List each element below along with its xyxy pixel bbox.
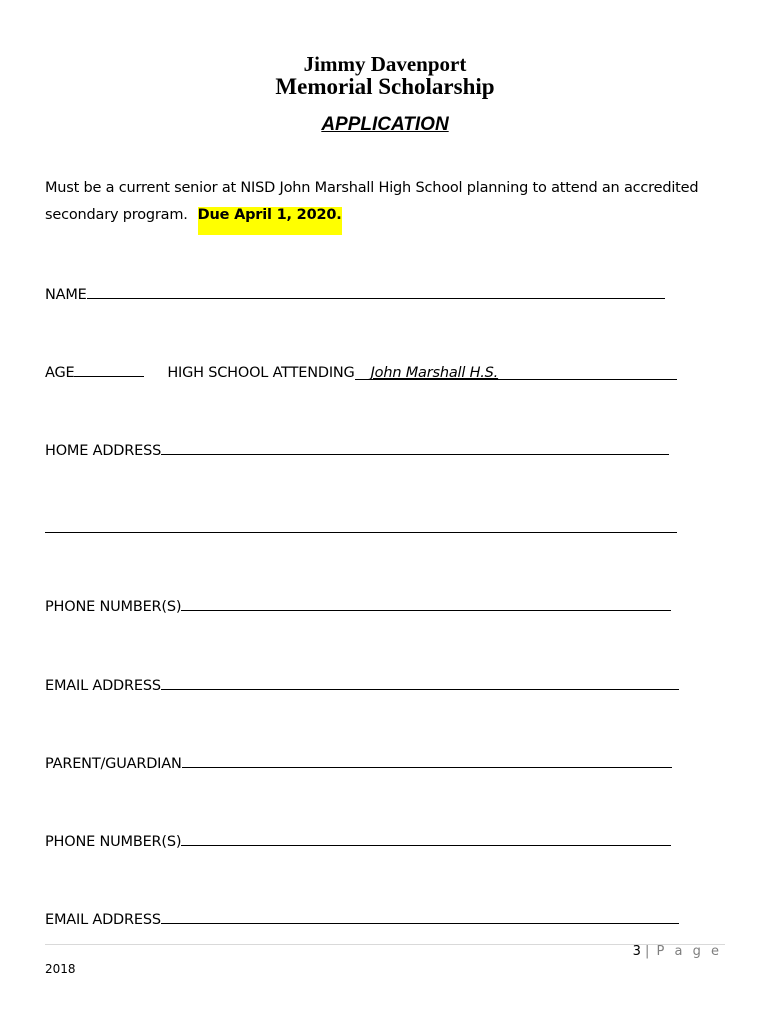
page-number (633, 944, 722, 959)
home-address-blank-2[interactable] (45, 518, 677, 533)
parent-guardian-field (45, 753, 672, 772)
email-blank-2[interactable] (161, 909, 679, 924)
email-label-1: EMAIL ADDRESS (45, 678, 161, 694)
title-application: APPLICATION (321, 114, 449, 135)
phone-blank-2[interactable] (181, 831, 671, 846)
email-field-2 (45, 909, 679, 928)
phone-field-1 (45, 596, 671, 615)
page-label: P a g e (656, 944, 722, 959)
name-field (45, 284, 665, 303)
due-date-period: . (336, 207, 342, 223)
due-date-highlight (198, 207, 342, 235)
footer-year: 2018 (45, 962, 76, 976)
name-blank[interactable] (87, 284, 665, 299)
high-school-blank[interactable] (355, 365, 677, 380)
age-blank[interactable] (74, 362, 144, 377)
eligibility-text-line1: Must be a current senior at NISD John Marshall High School planning to attend an accredited (45, 180, 699, 196)
home-address-line2 (45, 518, 677, 537)
home-address-label: HOME ADDRESS (45, 443, 162, 459)
home-address-blank[interactable] (161, 440, 669, 455)
page-separator: | (645, 944, 653, 959)
email-field-1 (45, 675, 679, 694)
name-label: NAME (45, 287, 87, 303)
email-blank-1[interactable] (161, 675, 679, 690)
high-school-value: John Marshall H.S. (370, 365, 499, 381)
high-school-label: HIGH SCHOOL ATTENDING (167, 365, 355, 381)
parent-guardian-blank[interactable] (182, 753, 672, 768)
page-number-value: 3 (632, 944, 641, 959)
title-name: Jimmy Davenport (303, 52, 467, 76)
phone-field-2 (45, 831, 671, 850)
parent-guardian-label: PARENT/GUARDIAN (45, 756, 182, 772)
age-school-row (45, 362, 677, 381)
email-label-2: EMAIL ADDRESS (45, 912, 161, 928)
phone-label-2: PHONE NUMBER(S) (45, 834, 182, 850)
phone-label-1: PHONE NUMBER(S) (45, 599, 182, 615)
phone-blank-1[interactable] (181, 596, 671, 611)
eligibility-text-line2 (45, 207, 342, 235)
due-date: Due April 1, 2020 (197, 207, 337, 223)
footer-divider (45, 944, 725, 945)
title-scholarship: Memorial Scholarship (275, 74, 495, 99)
home-address-field (45, 440, 669, 459)
eligibility-text-line2-start: secondary program. (45, 207, 188, 223)
age-label: AGE (45, 365, 75, 381)
